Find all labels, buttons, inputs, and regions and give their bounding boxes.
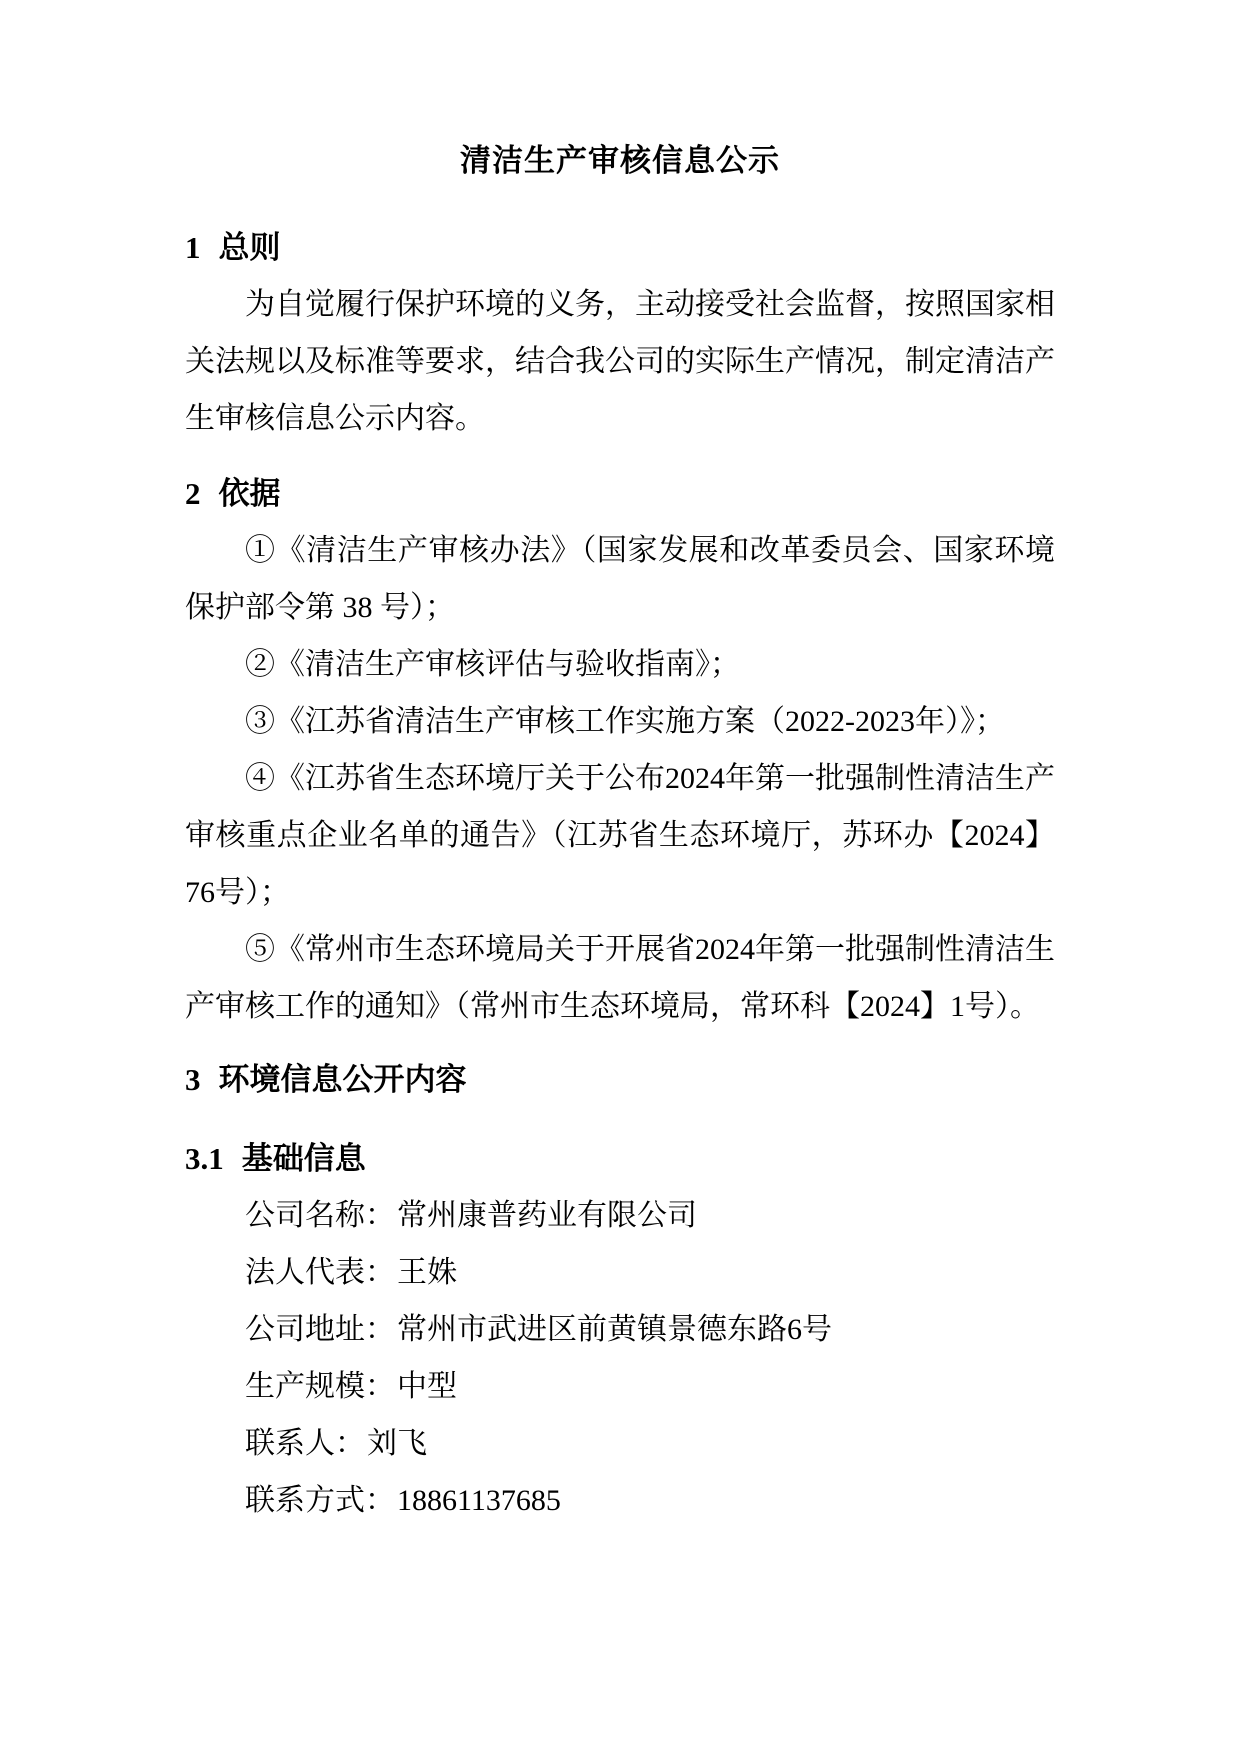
info-company-name	[185, 1187, 1055, 1244]
heading-section-3-1	[185, 1130, 1055, 1187]
basis-item-5-text: 《常州市生态环境局关于开展省2024年第一批强制性清洁生产审核工作的通知》（常州市生态环境局，常环科【2024】1号）。	[185, 933, 1055, 1023]
info-legal-representative-label: 法人代表：	[245, 1256, 395, 1289]
basis-item-3	[185, 693, 1055, 750]
info-company-address-value: 常州市武进区前黄镇景德东路6号	[397, 1313, 832, 1346]
info-company-name-label: 公司名称：	[245, 1199, 395, 1232]
basis-item-1	[185, 522, 1055, 636]
heading-3-1-number: 3.1	[185, 1141, 224, 1176]
heading-3-1-text: 基础信息	[241, 1141, 366, 1176]
info-contact-number-value: 18861137685	[397, 1484, 561, 1517]
heading-1-text: 总则	[218, 230, 281, 265]
basis-item-5	[185, 921, 1055, 1035]
basis-item-1-marker: ①	[245, 534, 276, 567]
info-contact-person-label: 联系人：	[245, 1427, 365, 1460]
heading-2-number: 2	[185, 476, 201, 511]
info-legal-representative	[185, 1244, 1055, 1301]
basis-item-3-text: 《江苏省清洁生产审核工作实施方案（2022-2023年）》；	[275, 705, 1005, 738]
info-production-scale-value: 中型	[397, 1370, 457, 1403]
info-contact-number	[185, 1472, 1055, 1529]
heading-section-1	[185, 219, 1055, 276]
basis-item-4	[185, 750, 1055, 921]
basis-item-4-marker: ④	[245, 762, 275, 795]
info-contact-person	[185, 1415, 1055, 1472]
info-company-name-value: 常州康普药业有限公司	[397, 1199, 697, 1232]
basis-item-3-marker: ③	[245, 705, 275, 738]
basis-item-5-marker: ⑤	[245, 933, 275, 966]
info-company-address	[185, 1301, 1055, 1358]
heading-3-text: 环境信息公开内容	[218, 1062, 467, 1097]
heading-1-number: 1	[185, 230, 201, 265]
basis-item-2-text: 《清洁生产审核评估与验收指南》；	[275, 648, 740, 681]
info-production-scale-label: 生产规模：	[245, 1370, 395, 1403]
heading-2-text: 依据	[218, 476, 281, 511]
info-contact-number-label: 联系方式：	[245, 1484, 395, 1517]
paragraph-general-principles: 为自觉履行保护环境的义务，主动接受社会监督，按照国家相关法规以及标准等要求，结合我公司的实际生产情况，制定清洁产生审核信息公示内容。	[185, 288, 1055, 435]
info-production-scale	[185, 1358, 1055, 1415]
heading-section-2	[185, 465, 1055, 522]
basis-item-2-marker: ②	[245, 648, 275, 681]
basis-item-1-text: 《清洁生产审核办法》（国家发展和改革委员会、国家环境保护部令第 38 号）；	[185, 534, 1056, 624]
heading-section-3	[185, 1051, 1055, 1108]
basis-item-2	[185, 636, 1055, 693]
document-title: 清洁生产审核信息公示	[460, 143, 780, 178]
info-legal-representative-value: 王姝	[397, 1256, 457, 1289]
info-company-address-label: 公司地址：	[245, 1313, 395, 1346]
basis-item-4-text: 《江苏省生态环境厅关于公布2024年第一批强制性清洁生产审核重点企业名单的通告》（江苏省生态环境厅，苏环办【2024】76号）；	[185, 762, 1055, 909]
heading-3-number: 3	[185, 1062, 201, 1097]
info-contact-person-value: 刘飞	[367, 1427, 427, 1460]
